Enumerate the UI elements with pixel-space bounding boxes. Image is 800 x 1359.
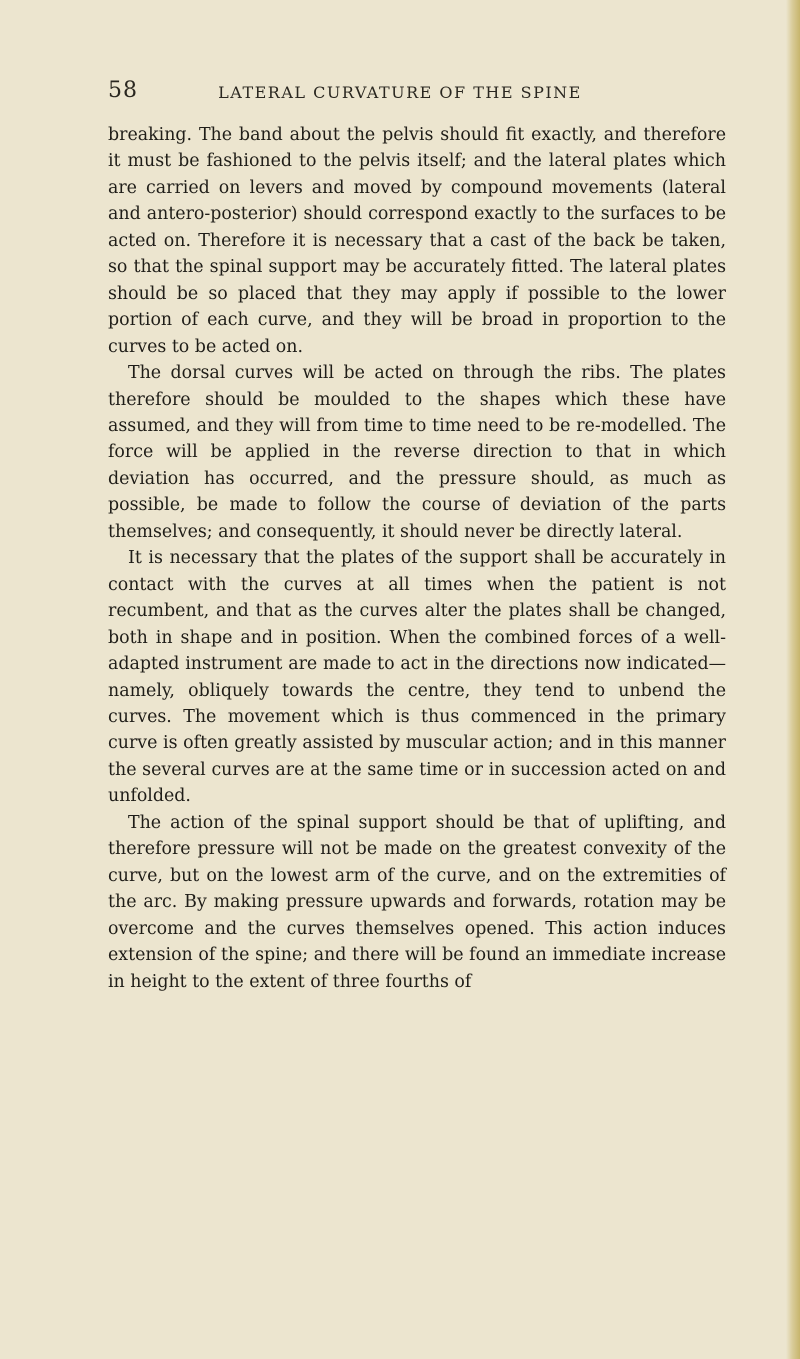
paragraph: The action of the spinal support should be that of uplifting, and therefore pressure will not be made on the greatest convexity of the curve, but on the lowest arm of the curve, and on the extremities of the arc. By making pressure upwards and forwards, rotation may be overcome and the curves themselves opened. This action induces extension of the spine; and there will be found an immediate increase in height to the extent of three fourths of <box>108 812 726 992</box>
paragraph: breaking. The band about the pelvis should fit exactly, and therefore it must be fashioned to the pelvis itself; and the lateral plates which are carried on levers and moved by compound movements (lateral and antero-posterior) should correspond exactly to the surfaces to be acted on. Therefore it is necessary that a cast of the back be taken, so that the spinal support may be accurately fitted. The lateral plates should be so placed that they may apply if possible to the lower portion of each curve, and they will be broad in proportion to the curves to be acted on. <box>108 125 726 357</box>
paragraph: The dorsal curves will be acted on through the ribs. The plates therefore should be moulded to the shapes which these have assumed, and they will from time to time need to be re-modelled. The force will be applied in the reverse direction to that in which deviation has occurred, and the pressure should, as much as possible, be made to follow the course of deviation of the parts themselves; and consequently, it should never be directly lateral. <box>108 363 726 542</box>
page-header <box>0 78 800 108</box>
page-edge <box>786 0 800 1359</box>
page-number: 58 <box>108 78 138 103</box>
running-title: LATERAL CURVATURE OF THE SPINE <box>218 83 582 102</box>
body-text <box>108 122 726 995</box>
paragraph: It is necessary that the plates of the support shall be accurately in contact with the curves at all times when the patient is not recumbent, and that as the curves alter the plates shall be changed, both in shape and in position. When the combined forces of a well-adapted instrument are made to act in the directions now indicated—namely, obliquely towards the centre, they tend to unbend the curves. The movement which is thus commenced in the primary curve is often greatly assisted by muscular action; and in this manner the several curves are at the same time or in succession acted on and unfolded. <box>108 548 726 807</box>
